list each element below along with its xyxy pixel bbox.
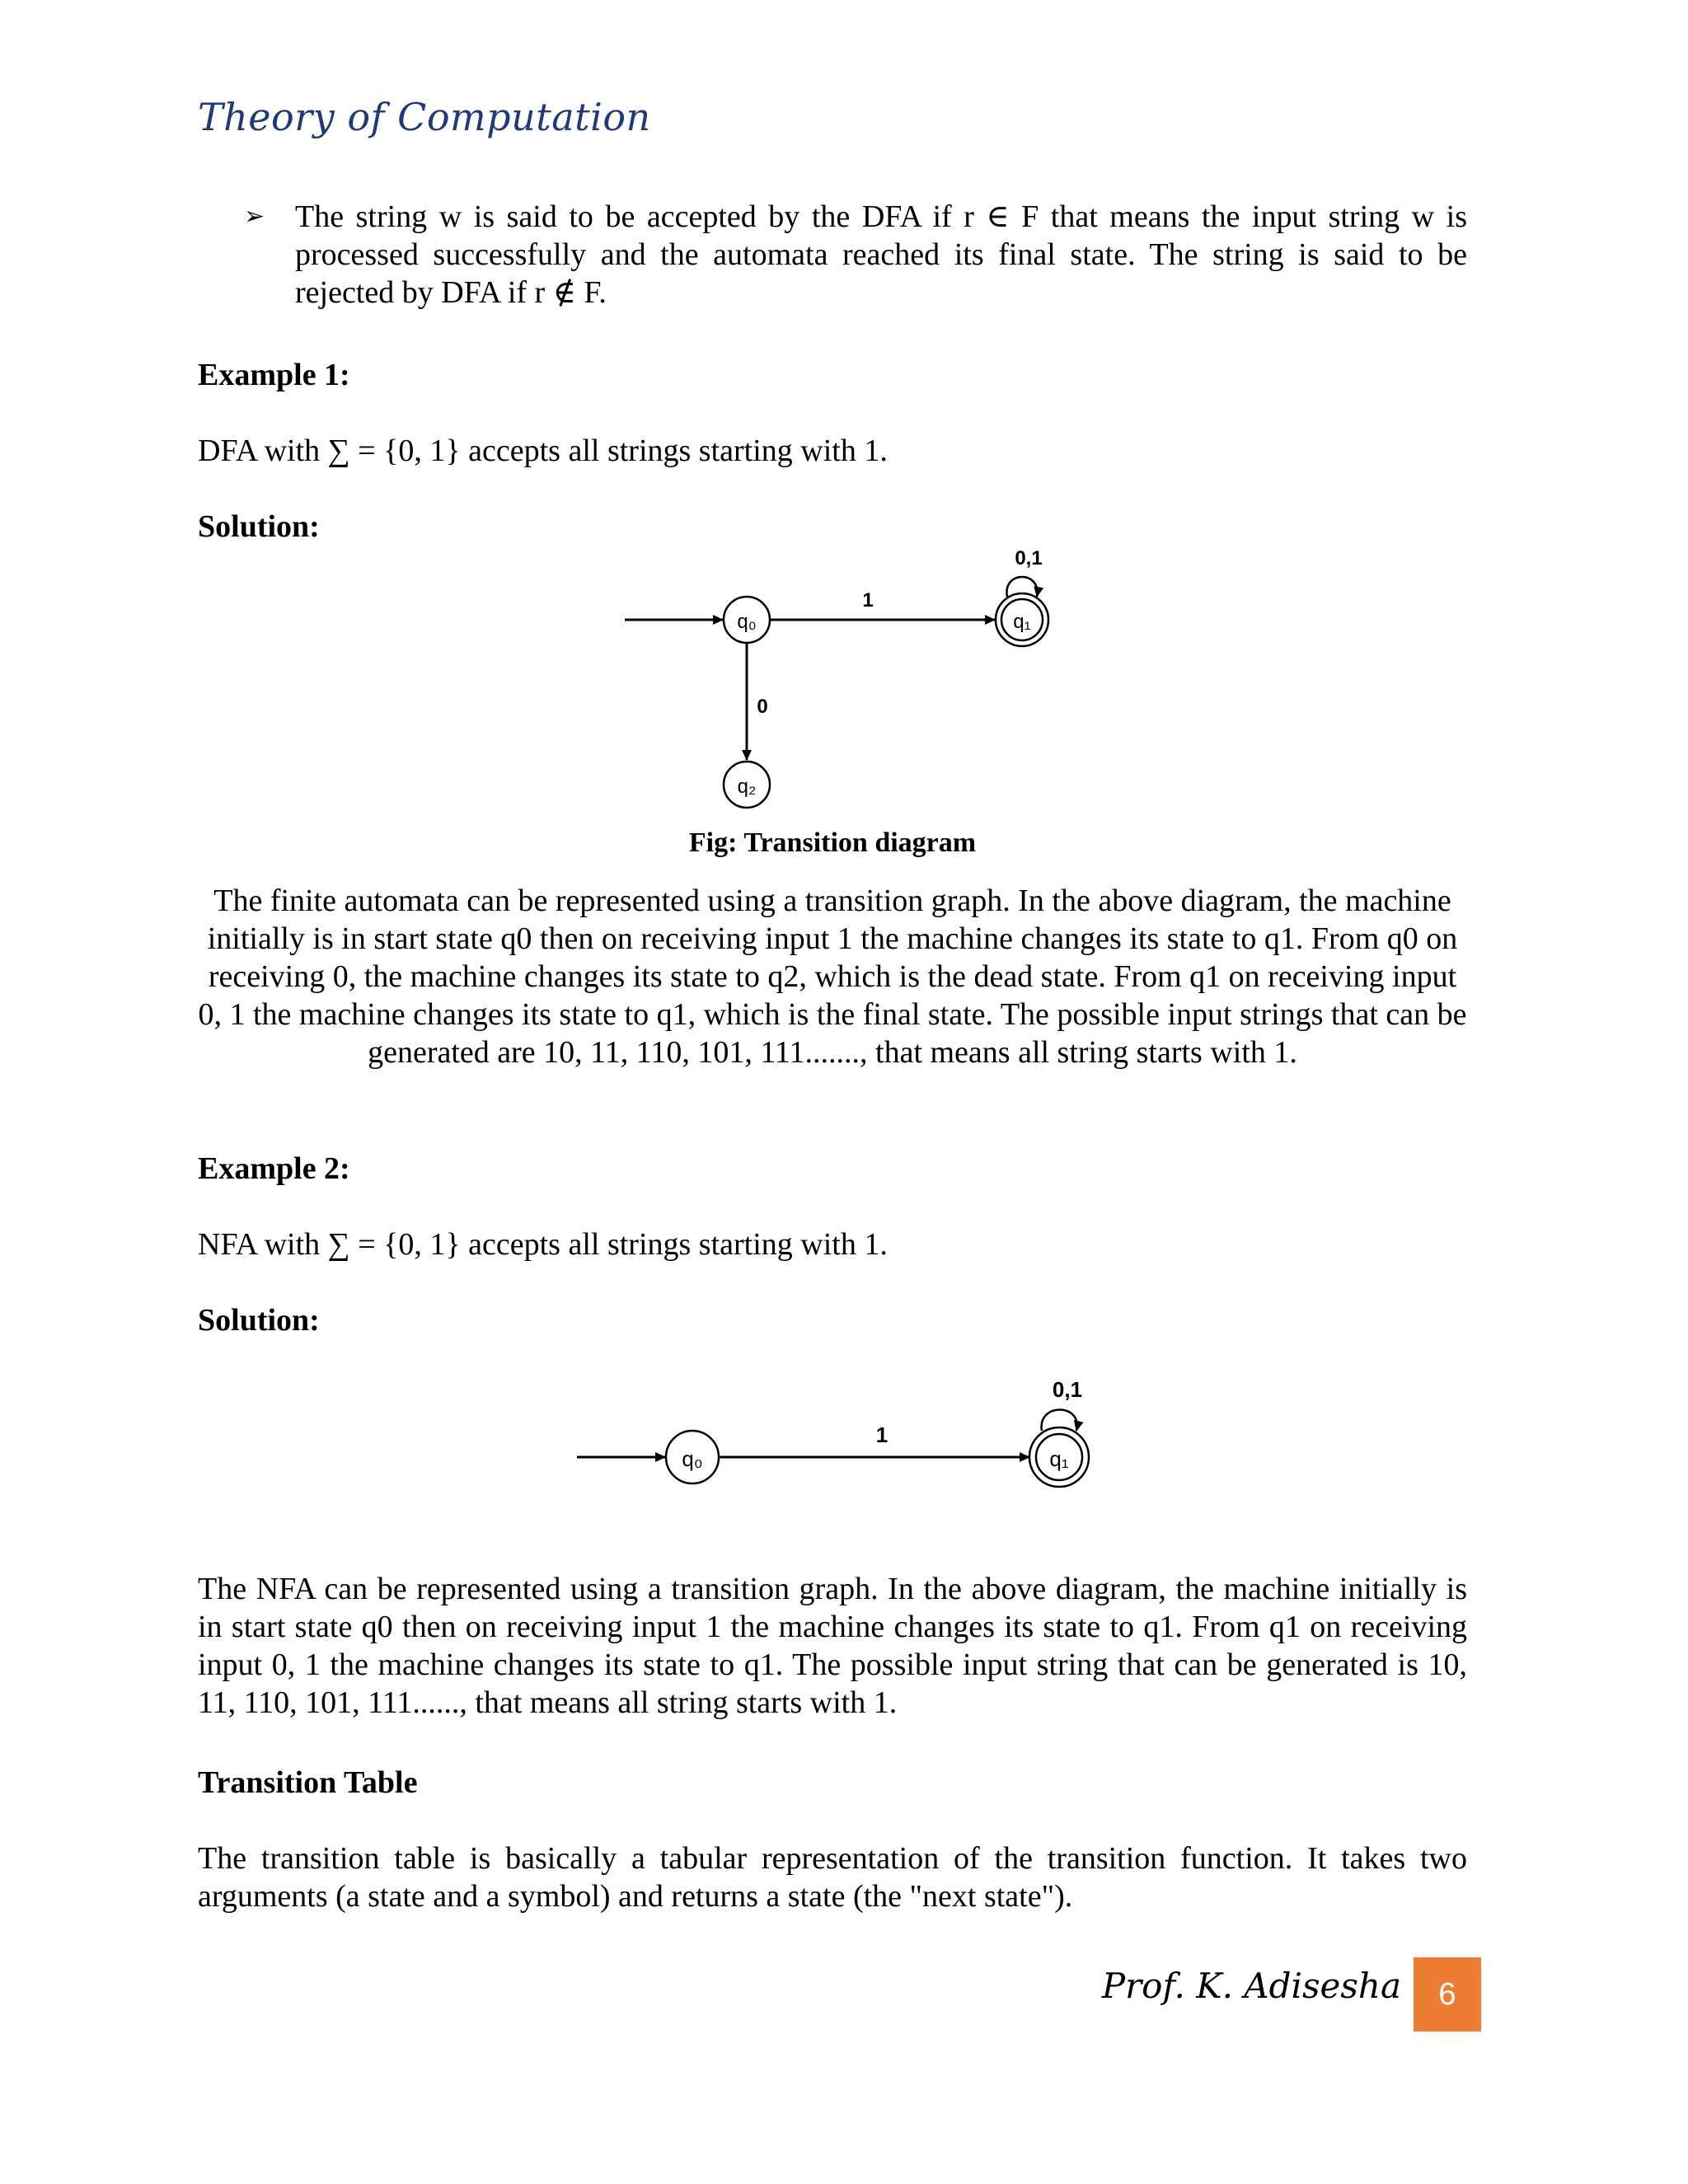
example2-heading: Example 2: (198, 1151, 350, 1186)
example2-solution-label: Solution: (198, 1303, 320, 1338)
example2-statement: NFA with ∑ = {0, 1} accepts all strings starting with 1. (198, 1227, 888, 1262)
intro-bullet-text: The string w is said to be accepted by the DFA if r ∈ F that means the input string w is processed successfully and the automata reached its final state. The string is said to be rejected by DFA if r ∉ F. (295, 199, 1467, 310)
dfa-figure-caption: Fig: Transition diagram (688, 827, 977, 858)
transition-table-text: The transition table is basically a tabular representation of the transition function. It takes two arguments (a state and a symbol) and returns a state (the "next state"). (198, 1841, 1467, 1914)
example1-statement: DFA with ∑ = {0, 1} accepts all strings starting with 1. (198, 434, 888, 468)
dfa-edge-q0-q2-label: 0 (757, 696, 768, 718)
example1-heading: Example 1: (198, 358, 350, 392)
example1-solution-label: Solution: (198, 509, 320, 544)
nfa-loop-q1-label: 0,1 (1052, 1377, 1083, 1402)
nfa-edge-q0-q1-label: 1 (875, 1422, 889, 1447)
dfa-state-q1-label: q₁ (1013, 611, 1031, 633)
nfa-state-q1-label: q₁ (1049, 1446, 1069, 1471)
footer-author: Prof. K. Adisesha (1101, 1966, 1401, 2006)
example1-explanation: The finite automata can be represented using a transition graph. In the above diagram, the machine initially is in start state q0 then on receiving input 1 the machine changes its state to q1. From q0 on receiving 0, the machine changes its state to q2, which is the dead state. From q1 on receiving input 0, 1 the machine changes its state to q1, which is the final state. The possible input strings that can be generated are 10, 11, 110, 101, 111......., that means all string starts with 1. (198, 883, 1467, 1070)
dfa-loop-q1-label: 0,1 (1015, 547, 1043, 569)
dfa-state-q0-label: q₀ (737, 611, 757, 633)
example2-explanation: The NFA can be represented using a transition graph. In the above diagram, the machine initially is in start state q0 then on receiving input 1 the machine changes its state to q1. From q1 on receiving input 0, 1 the machine changes its state to q1. The possible input string that can be generated is 10, 11, 110, 101, 111......, that means all string starts with 1. (198, 1572, 1467, 1720)
nfa-transition-diagram (0, 1360, 1688, 1525)
transition-table-heading: Transition Table (198, 1765, 418, 1800)
dfa-edge-q0-q1-label: 1 (862, 589, 874, 612)
page-number-badge: 6 (1414, 1957, 1481, 2032)
nfa-state-q0-label: q₀ (682, 1446, 703, 1471)
dfa-transition-diagram (0, 0, 1688, 907)
arrowhead-bullet-icon: ➢ (244, 202, 265, 231)
dfa-state-q2-label: q₂ (737, 776, 757, 798)
running-header: Theory of Computation (198, 95, 651, 139)
